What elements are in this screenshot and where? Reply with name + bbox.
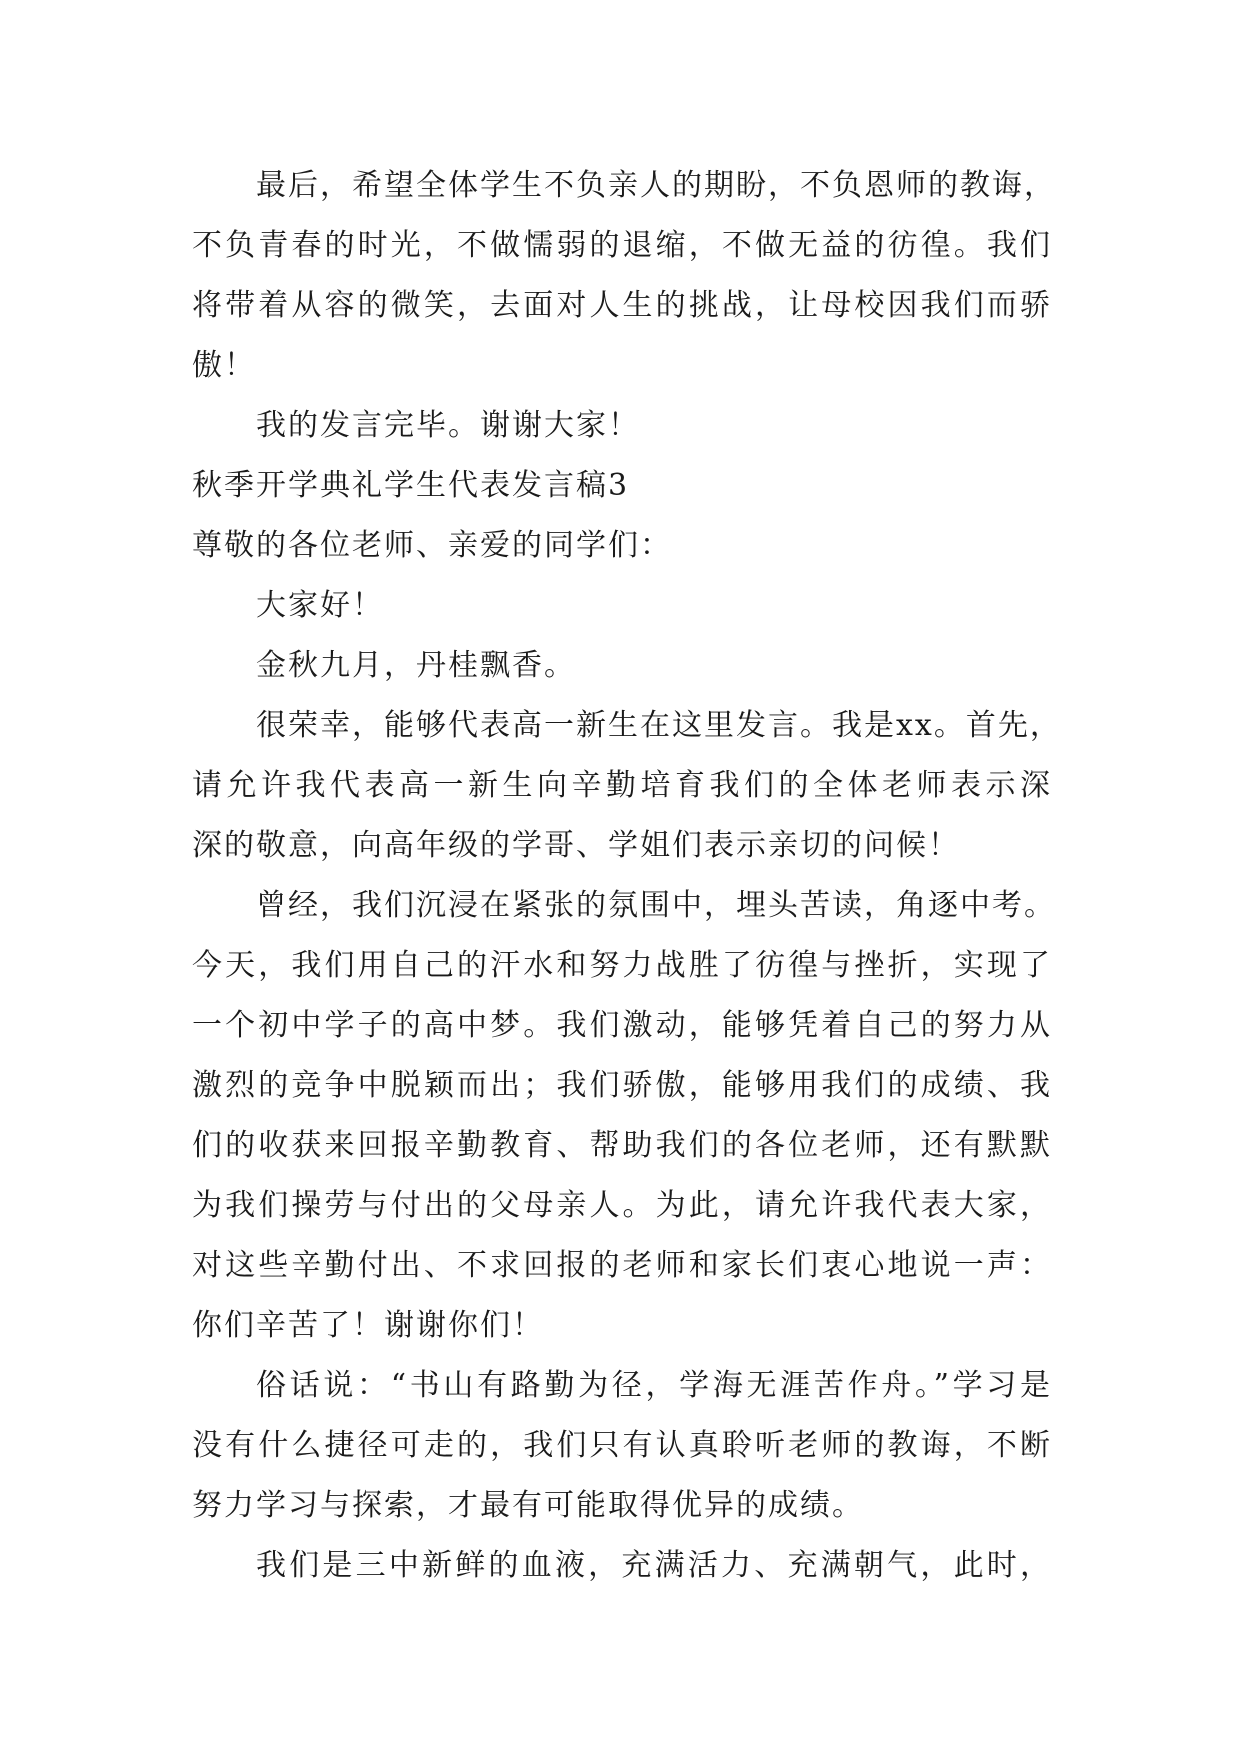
paragraph-line: 很荣幸，能够代表高一新生在这里发言。我是xx。首先，	[256, 708, 1062, 743]
paragraph-line: 你们辛苦了！谢谢你们！	[192, 1308, 544, 1343]
paragraph-line: 今天，我们用自己的汗水和努力战胜了彷徨与挫折，实现了	[192, 948, 1052, 983]
paragraph-line: 努力学习与探索，才最有可能取得优异的成绩。	[192, 1488, 864, 1523]
paragraph-line: 深的敬意，向高年级的学哥、学姐们表示亲切的问候！	[192, 828, 960, 863]
paragraph-line: 没有什么捷径可走的，我们只有认真聆听老师的教诲，不断	[192, 1428, 1052, 1463]
paragraph-line: 请允许我代表高一新生向辛勤培育我们的全体老师表示深	[192, 768, 1052, 803]
paragraph-line: 对这些辛勤付出、不求回报的老师和家长们衷心地说一声：	[192, 1248, 1052, 1283]
paragraph-line: 最后，希望全体学生不负亲人的期盼，不负恩师的教诲，	[256, 168, 1056, 203]
paragraph-line: 曾经，我们沉浸在紧张的氛围中，埋头苦读，角逐中考。	[256, 888, 1056, 923]
paragraph-line: 傲！	[192, 348, 256, 383]
paragraph-line: 们的收获来回报辛勤教育、帮助我们的各位老师，还有默默	[192, 1128, 1052, 1163]
paragraph-line: 一个初中学子的高中梦。我们激动，能够凭着自己的努力从	[192, 1008, 1052, 1043]
section-title: 秋季开学典礼学生代表发言稿3	[192, 468, 630, 503]
paragraph-line: 激烈的竞争中脱颖而出；我们骄傲，能够用我们的成绩、我	[192, 1068, 1052, 1103]
paragraph-line: 金秋九月，丹桂飘香。	[256, 648, 576, 683]
document-body	[192, 156, 1062, 1596]
paragraph-line: 大家好！	[256, 588, 384, 623]
salutation: 尊敬的各位老师、亲爱的同学们：	[192, 528, 672, 563]
paragraph-line: 将带着从容的微笑，去面对人生的挑战，让母校因我们而骄	[192, 288, 1052, 323]
paragraph-line: 我的发言完毕。谢谢大家！	[256, 408, 640, 443]
paragraph-line: 为我们操劳与付出的父母亲人。为此，请允许我代表大家，	[192, 1188, 1052, 1223]
paragraph-line: 不负青春的时光，不做懦弱的退缩，不做无益的彷徨。我们	[192, 228, 1052, 263]
paragraph-line: 俗话说：“书山有路勤为径，学海无涯苦作舟。”学习是	[256, 1368, 1052, 1403]
paragraph-line: 我们是三中新鲜的血液，充满活力、充满朝气，此时，	[256, 1548, 1052, 1583]
